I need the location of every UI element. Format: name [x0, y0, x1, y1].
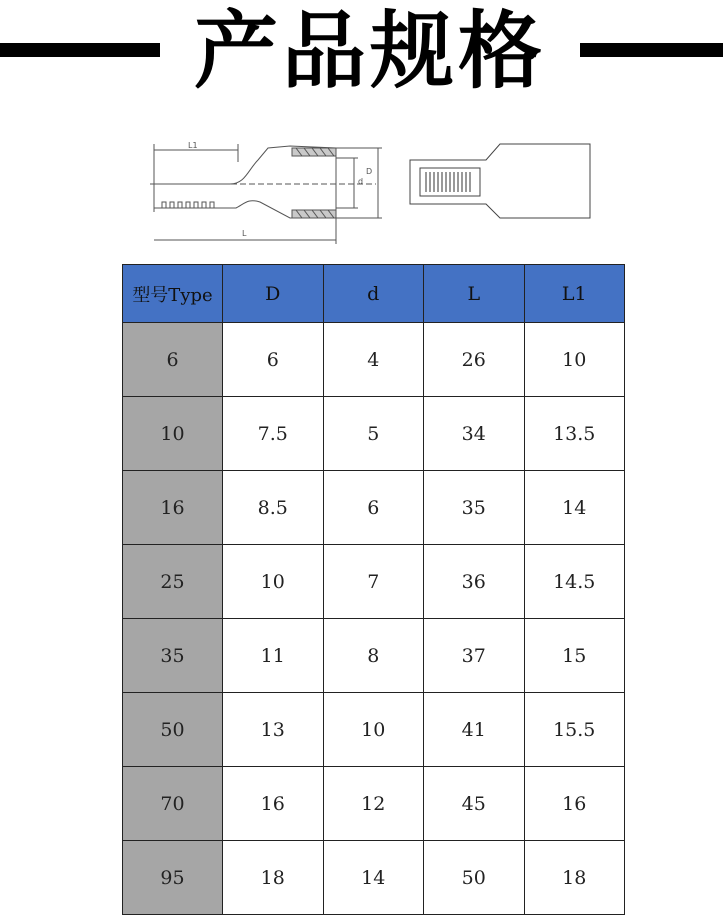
table-row [123, 767, 625, 841]
dim-label-L1: L1 [188, 141, 198, 150]
cell-type: 35 [123, 619, 223, 693]
cell-d: 12 [323, 767, 424, 841]
spec-table [122, 264, 625, 915]
page-title: 产品规格 [193, 2, 546, 100]
cell-D: 7.5 [223, 397, 324, 471]
cell-L1: 14.5 [524, 545, 625, 619]
cell-L1: 10 [524, 323, 625, 397]
top-view [410, 144, 590, 218]
cell-L1: 14 [524, 471, 625, 545]
cell-d: 14 [323, 841, 424, 915]
table-row [123, 619, 625, 693]
cell-type: 95 [123, 841, 223, 915]
table-row [123, 397, 625, 471]
dim-label-L: L [242, 229, 247, 238]
cell-L1: 18 [524, 841, 625, 915]
table-row [123, 841, 625, 915]
cell-D: 6 [223, 323, 324, 397]
table-row [123, 545, 625, 619]
cell-D: 13 [223, 693, 324, 767]
cell-D: 11 [223, 619, 324, 693]
header-L1: L1 [524, 265, 625, 323]
cell-type: 70 [123, 767, 223, 841]
cell-L1: 13.5 [524, 397, 625, 471]
title-rule-left [0, 43, 160, 57]
header-type: 型号Type [123, 265, 223, 323]
cell-L: 41 [424, 693, 525, 767]
cell-L: 36 [424, 545, 525, 619]
cell-L: 34 [424, 397, 525, 471]
cell-L1: 16 [524, 767, 625, 841]
cell-d: 4 [323, 323, 424, 397]
cell-type: 50 [123, 693, 223, 767]
cell-L: 37 [424, 619, 525, 693]
cell-D: 10 [223, 545, 324, 619]
cell-L1: 15 [524, 619, 625, 693]
table-header-row [123, 265, 625, 323]
header-L: L [424, 265, 525, 323]
cell-type: 16 [123, 471, 223, 545]
cell-D: 16 [223, 767, 324, 841]
dim-label-d: d [358, 177, 364, 186]
cell-L: 35 [424, 471, 525, 545]
table-row [123, 693, 625, 767]
terminal-diagram [140, 132, 610, 252]
cell-L: 45 [424, 767, 525, 841]
cell-d: 6 [323, 471, 424, 545]
cell-type: 10 [123, 397, 223, 471]
cell-type: 6 [123, 323, 223, 397]
cell-L: 26 [424, 323, 525, 397]
cell-L: 50 [424, 841, 525, 915]
cell-type: 25 [123, 545, 223, 619]
cell-d: 7 [323, 545, 424, 619]
table-row [123, 323, 625, 397]
title-rule-right [580, 43, 723, 57]
cell-d: 5 [323, 397, 424, 471]
dim-label-D: D [366, 167, 373, 176]
cell-d: 8 [323, 619, 424, 693]
header-D: D [223, 265, 324, 323]
cell-D: 18 [223, 841, 324, 915]
table-row [123, 471, 625, 545]
cell-L1: 15.5 [524, 693, 625, 767]
cell-d: 10 [323, 693, 424, 767]
cell-D: 8.5 [223, 471, 324, 545]
side-view [150, 141, 382, 244]
header-d: d [323, 265, 424, 323]
